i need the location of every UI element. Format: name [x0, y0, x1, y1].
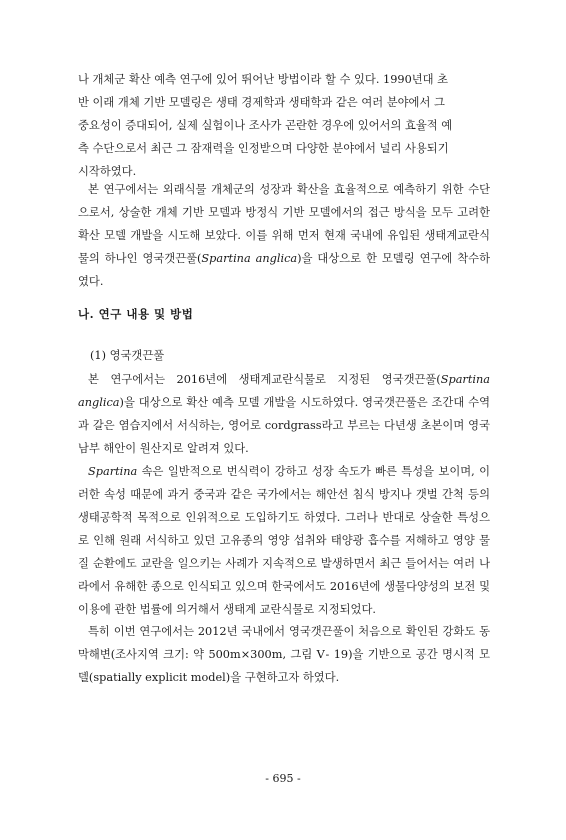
section-heading: 나. 연구 내용 및 방법	[78, 307, 194, 321]
paragraph-2	[78, 178, 490, 293]
line: 중요성이 증대되어, 실제 실험이나 조사가 곤란한 경우에 있어서의 효율적 예	[78, 119, 453, 132]
paragraph-3	[78, 368, 490, 460]
paragraph-4	[78, 460, 490, 621]
paragraph-1-text	[78, 68, 490, 183]
text-span: )을 대상으로 한 모델링 연구에 착수하였다.	[78, 252, 490, 288]
paragraph-2-text	[78, 178, 490, 293]
line: 측 수단으로서 최근 그 잠재력을 인정받으며 다양한 분야에서 널리 사용되기	[78, 142, 449, 155]
subsection-heading: (1) 영국갯끈풀	[90, 349, 165, 362]
species-name: Spartina anglica	[78, 373, 490, 409]
line: 시작하였다.	[78, 165, 137, 178]
species-name: Spartina anglica	[201, 252, 298, 265]
page-number: - 695 -	[265, 772, 301, 785]
line: 반 이래 개체 기반 모델링은 생태 경제학과 생태학과 같은 여러 분야에서 그	[78, 96, 445, 109]
text-span: 속은 일반적으로 번식력이 강하고 성장 속도가 빠른 특성을 보이며, 이러한 속성 때문에 과거 중국과 같은 국가에서는 해안선 침식 방지나 갯벌 간척 등의 생태공학적 목적으로 인위적으로 도입하기도 하였다. 그러나 반대로 상술한 특성으로 인해 원래 서식하고 있던 고유종의 영양 섭취와 태양광 흡수를 저해하고 영양 물질 순환에도 교란을 일으키는 사례가 지속적으로 발생하면서 최근 들어서는 여러 나라에서 유해한 종으로 인식되고 있으며 한국에서도 2016년에 생물다양성의 보전 및 이용에 관한 법률에 의거해서 생태계 교란식물로 지정되었다.	[78, 465, 490, 616]
paragraph-5	[78, 620, 490, 689]
text-span: 본 연구에서는 외래식물 개체군의 성장과 확산을 효율적으로 예측하기 위한 수단으로서, 상술한 개체 기반 모델과 방정식 기반 모델에서의 접근 방식을 모두 고려한 확산 모델 개발을 시도해 보았다. 이를 위해 먼저 현재 국내에 유입된 생태계교란식물의 하나인 영국갯끈풀(	[78, 183, 490, 265]
line: 나 개체군 확산 예측 연구에 있어 뛰어난 방법이라 할 수 있다. 1990년대 초	[78, 73, 449, 86]
paragraph-4-text	[78, 460, 490, 621]
genus-name: Spartina	[88, 465, 138, 478]
text-span: 본 연구에서는 2016년에 생태계교란식물로 지정된 영국갯끈풀(	[88, 373, 441, 386]
paragraph-1	[78, 68, 490, 183]
paragraph-5-text: 특히 이번 연구에서는 2012년 국내에서 영국갯끈풀이 처음으로 확인된 강화도 동막해변(조사지역 크기: 약 500m×300m, 그림 Ⅴ- 19)을 기반으로 공간 명시적 모델(spatially explicit model)을 구현하고자 하였다.	[78, 625, 490, 684]
text-span: )을 대상으로 확산 예측 모델 개발을 시도하였다. 영국갯끈풀은 조간대 수역과 갈은 염습지에서 서식하는, 영어로 cordgrass라고 부르는 다년생 초본이며 영국 남부 해안이 원산지로 알려져 있다.	[78, 396, 490, 455]
paragraph-3-text	[78, 368, 490, 460]
